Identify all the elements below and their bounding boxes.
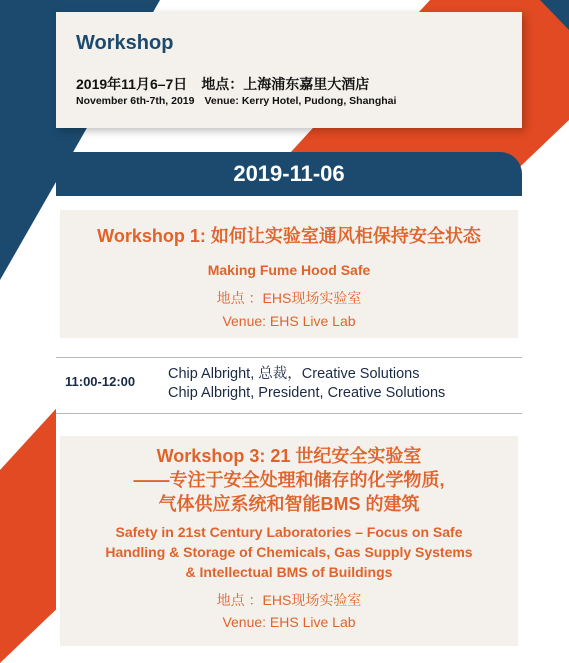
workshop1-venue-zh: 地点 ：EHS现场实验室 — [216, 290, 362, 306]
workshop3-subtitle-line3: & Intellectual BMS of Buildings — [185, 564, 393, 580]
workshop1-venue-en: Venue: EHS Live Lab — [222, 313, 356, 329]
divider — [56, 413, 522, 414]
schedule-content — [56, 196, 522, 663]
header-title: Workshop — [76, 32, 174, 54]
event-location-en: Venue: Kerry Hotel, Pudong, Shanghai — [204, 95, 397, 107]
speaker-zh: Chip Albright, 总裁，Creative Solutions — [168, 366, 420, 382]
speaker-en: Chip Albright, President, Creative Solutions — [168, 385, 446, 401]
workshop3-subtitle-line1: Safety in 21st Century Laboratories – Focus on Safe — [115, 524, 463, 540]
event-location-zh: 地点：上海浦东嘉里大酒店 — [201, 76, 370, 92]
header-info-zh — [76, 74, 369, 94]
header-info-en — [76, 95, 396, 107]
day-date-bar: 2019-11-06 — [56, 152, 522, 196]
workshop3-subtitle-line2: Handling & Storage of Chemicals, Gas Supply Systems — [105, 544, 473, 560]
workshop3-title-line2: ——专注于安全处理和储存的化学物质, — [133, 470, 445, 490]
workshop3-venue-zh: 地点 ：EHS现场实验室 — [216, 592, 362, 608]
workshop1-card — [60, 210, 518, 338]
session-time: 11:00-12:00 — [65, 374, 136, 389]
event-date-en: November 6th-7th, 2019 — [76, 95, 195, 107]
workshop1-subtitle: Making Fume Hood Safe — [207, 262, 371, 278]
workshop3-card — [60, 436, 518, 646]
event-date-zh: 2019年11月6–7日 — [76, 76, 188, 92]
workshop1-title: Workshop 1: 如何让实验室通风柜保持安全状态 — [97, 226, 481, 246]
workshop3-title-line1: Workshop 3: 21 世纪安全实验室 — [156, 446, 422, 466]
divider — [56, 357, 522, 358]
header-card — [56, 12, 522, 128]
workshop3-venue-en: Venue: EHS Live Lab — [222, 614, 356, 630]
workshop3-title-line3: 气体供应系统和智能BMS 的建筑 — [158, 494, 420, 514]
